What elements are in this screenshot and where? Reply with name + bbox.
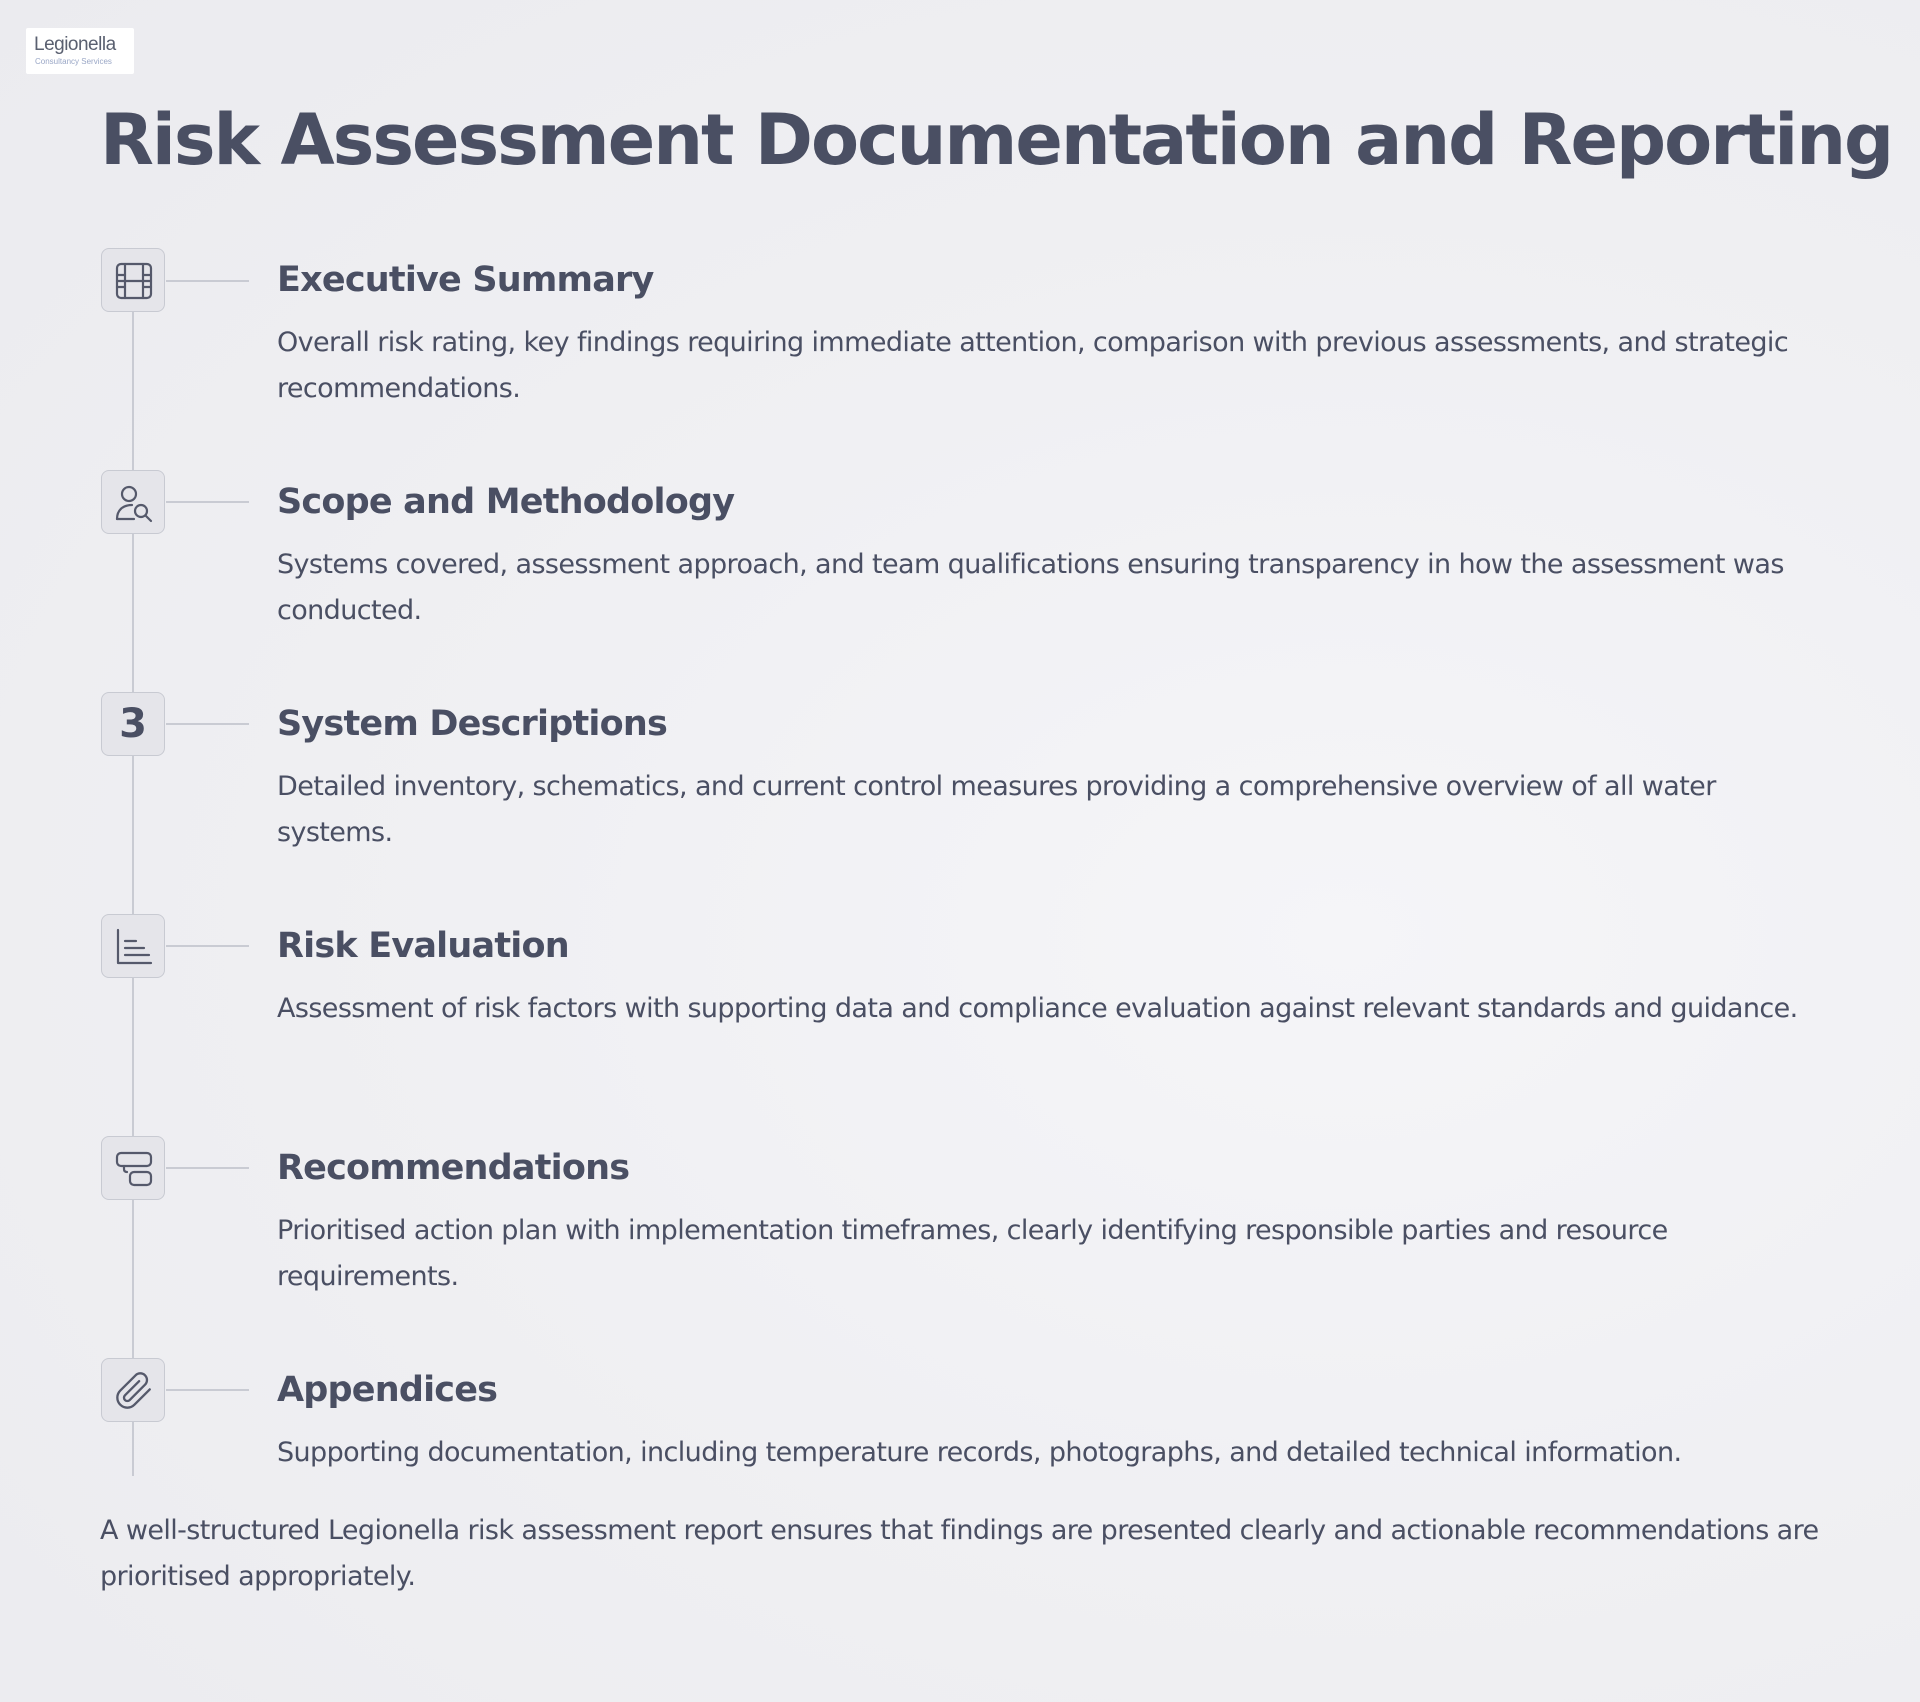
item-title: Scope and Methodology <box>277 482 735 522</box>
timeline-node-appendices <box>101 1358 165 1422</box>
user-search-icon <box>114 483 154 523</box>
item-description: Overall risk rating, key findings requiring immediate attention, comparison with previous assessments, and strategic recommendations. <box>277 327 1789 404</box>
logo-name: Legionella <box>34 34 116 55</box>
timeline-connector <box>166 501 249 503</box>
timeline-connector <box>166 945 249 947</box>
chart-icon <box>114 927 154 967</box>
timeline-node-risk-evaluation <box>101 914 165 978</box>
timeline-line <box>132 282 134 1476</box>
item-title: System Descriptions <box>277 704 667 744</box>
item-title: Risk Evaluation <box>277 926 569 966</box>
timeline-node-system-descriptions <box>101 692 165 756</box>
timeline-node-scope-and-methodology <box>101 470 165 534</box>
item-title: Appendices <box>277 1370 498 1410</box>
item-description: Assessment of risk factors with supporting data and compliance evaluation against relevant standards and guidance. <box>277 993 1798 1024</box>
timeline-connector <box>166 1167 249 1169</box>
timeline-connector <box>166 723 249 725</box>
item-description: Supporting documentation, including temperature records, photographs, and detailed technical information. <box>277 1437 1682 1468</box>
logo <box>26 28 134 74</box>
item-title: Executive Summary <box>277 260 654 300</box>
step-number: 3 <box>119 701 147 747</box>
item-description: Prioritised action plan with implementation timeframes, clearly identifying responsible parties and resource requirements. <box>277 1215 1668 1292</box>
timeline-connector <box>166 280 249 282</box>
film-icon <box>114 261 154 301</box>
page-title: Risk Assessment Documentation and Reporting <box>100 99 1893 181</box>
timeline-node-recommendations <box>101 1136 165 1200</box>
logo-tagline: Consultancy Services <box>35 57 112 66</box>
item-description: Detailed inventory, schematics, and current control measures providing a comprehensive overview of all water systems. <box>277 771 1716 848</box>
stacked-boxes-icon <box>114 1149 154 1189</box>
footer-note: A well-structured Legionella risk assessment report ensures that findings are presented clearly and actionable recommendations are prioritised appropriately. <box>100 1515 1819 1592</box>
item-title: Recommendations <box>277 1148 630 1188</box>
item-description: Systems covered, assessment approach, and team qualifications ensuring transparency in how the assessment was conducted. <box>277 549 1784 626</box>
timeline-node-executive-summary <box>101 248 165 312</box>
paperclip-icon <box>114 1371 154 1411</box>
timeline-connector <box>166 1389 249 1391</box>
